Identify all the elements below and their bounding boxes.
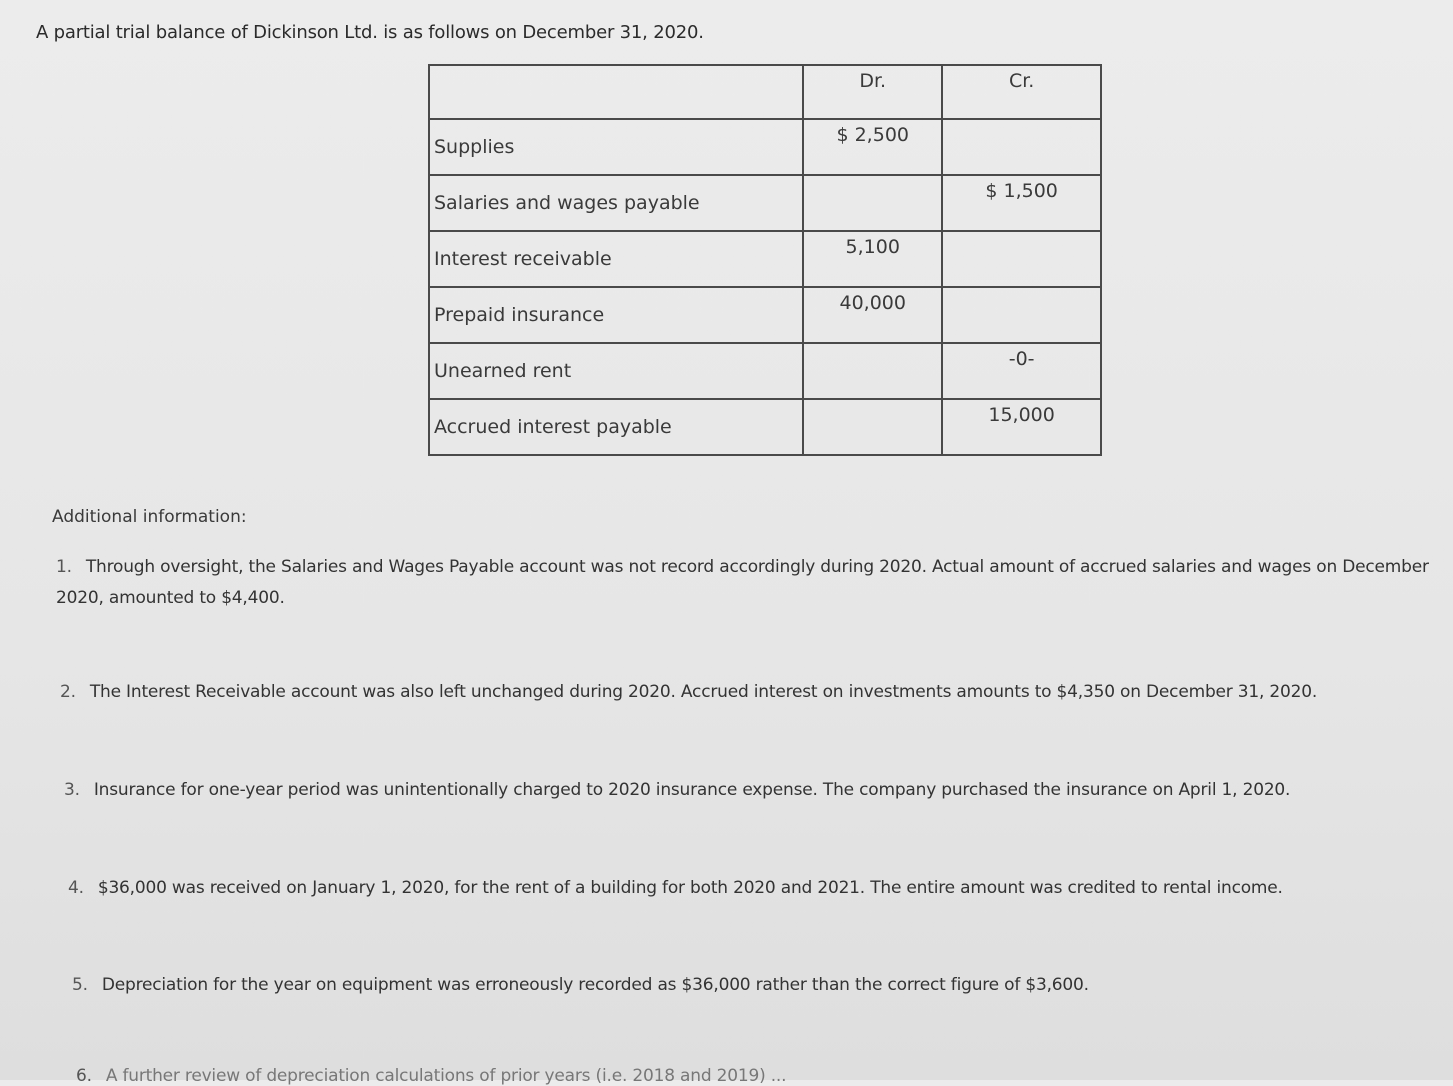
list-item <box>60 682 1317 702</box>
item-text: $36,000 was received on January 1, 2020, for the rent of a building for both 2020 and 2021. The entire amount was credited to rental income. <box>97 878 1283 898</box>
account-cell: Interest receivable <box>429 231 803 287</box>
account-cell: Unearned rent <box>429 343 803 399</box>
item-text: The Interest Receivable account was also left unchanged during 2020. Accrued interest on investments amounts to $4,350 on December 31, 2020. <box>89 682 1318 702</box>
cr-cell: 15,000 <box>942 399 1101 455</box>
account-cell: Accrued interest payable <box>429 399 803 455</box>
item-text: Depreciation for the year on equipment was erroneously recorded as $36,000 rather than the correct figure of $3,600. <box>101 975 1089 995</box>
account-cell: Prepaid insurance <box>429 287 803 343</box>
dr-cell: 40,000 <box>803 287 942 343</box>
account-cell: Salaries and wages payable <box>429 175 803 231</box>
header-dr: Dr. <box>803 65 942 119</box>
additional-info-heading: Additional information: <box>52 507 247 527</box>
list-item <box>76 1066 786 1086</box>
item-text: Through oversight, the Salaries and Wages Payable account was not record accordingly during 2020. Actual amount of accrued salaries and wages on December <box>85 557 1429 577</box>
item-number: 3. <box>64 780 80 800</box>
dr-cell: $ 2,500 <box>803 119 942 175</box>
cr-cell: $ 1,500 <box>942 175 1101 231</box>
table-header-row <box>429 65 1101 119</box>
header-cr: Cr. <box>942 65 1101 119</box>
table-row <box>429 287 1101 343</box>
header-account <box>429 65 803 119</box>
trial-balance-table <box>428 64 1102 456</box>
list-item <box>72 975 1089 995</box>
item-number: 1. <box>56 557 72 577</box>
dr-cell <box>803 175 942 231</box>
list-item <box>64 780 1290 800</box>
table-row <box>429 399 1101 455</box>
item-text: Insurance for one-year period was unintentionally charged to 2020 insurance expense. The company purchased the insurance on April 1, 2020. <box>93 780 1291 800</box>
cr-cell: -0- <box>942 343 1101 399</box>
dr-cell: 5,100 <box>803 231 942 287</box>
cr-cell <box>942 119 1101 175</box>
list-item <box>56 552 1429 614</box>
cr-cell <box>942 231 1101 287</box>
item-number: 5. <box>72 975 88 995</box>
item-text-continued: 2020, amounted to $4,400. <box>56 588 285 608</box>
table-row <box>429 119 1101 175</box>
table-row <box>429 343 1101 399</box>
item-number: 6. <box>76 1066 92 1086</box>
intro-text: A partial trial balance of Dickinson Ltd. is as follows on December 31, 2020. <box>36 22 704 43</box>
item-number: 2. <box>60 682 76 702</box>
cr-cell <box>942 287 1101 343</box>
table-row <box>429 175 1101 231</box>
dr-cell <box>803 399 942 455</box>
dr-cell <box>803 343 942 399</box>
item-number: 4. <box>68 878 84 898</box>
table-row <box>429 231 1101 287</box>
list-item <box>68 878 1283 898</box>
account-cell: Supplies <box>429 119 803 175</box>
item-text: A further review of depreciation calculations of prior years (i.e. 2018 and 2019) ... <box>105 1066 787 1086</box>
